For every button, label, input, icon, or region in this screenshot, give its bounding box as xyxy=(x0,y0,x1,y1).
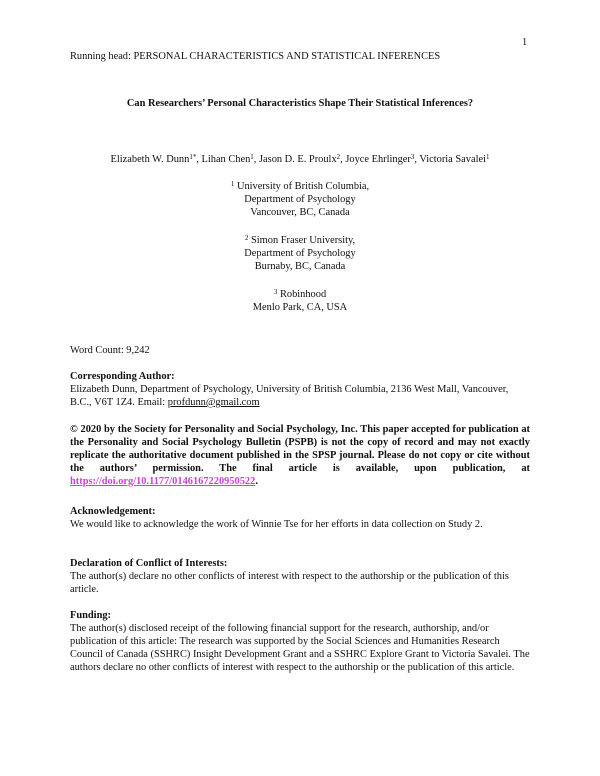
section-body: The author(s) declare no other conflicts of interest with respect to the authorship or the publication of this article. xyxy=(70,571,509,595)
paper-title: Can Researchers’ Personal Characteristics Shape Their Statistical Inferences? xyxy=(126,98,474,109)
conflict-section xyxy=(70,557,530,596)
section-heading: Acknowledgement: xyxy=(70,506,156,517)
acknowledgement-section xyxy=(70,505,530,531)
corresponding-author: Corresponding Author: Elizabeth Dunn, Department of Psychology, University of British Columbia, 2136 West Mall, Vancouver, B.C., V6T 1Z4. Email: profdunn@gmail.com xyxy=(70,370,530,409)
copyright-notice: © 2020 by the Society for Personality and Social Psychology, Inc. This paper accepted for publication at the Personality and Social Psychology Bulletin (PSPB) is not the copy of record and may not exactly replicate the authoritative document published in the SPSP journal. Please do not copy or cite without the authors’ permission. The final article is available, upon publication, at https://doi.org/10.1177/0146167220950522. xyxy=(70,424,530,487)
page-number: 1 xyxy=(522,37,528,48)
section-heading: Declaration of Conflict of Interests: xyxy=(70,558,228,569)
running-head: Running head: PERSONAL CHARACTERISTICS AND STATISTICAL INFERENCES xyxy=(70,51,441,62)
funding-section xyxy=(70,609,530,674)
doi-link[interactable]: https://doi.org/10.1177/0146167220950522 xyxy=(70,476,256,487)
section-heading: Corresponding Author: xyxy=(70,371,175,382)
email-link[interactable]: profdunn@gmail.com xyxy=(167,397,260,408)
section-heading: Funding: xyxy=(70,610,112,621)
affiliation-1: $^1$ University of British Columbia, Department of Psychology Vancouver, BC, Canada xyxy=(230,180,370,218)
author-list xyxy=(0,153,600,166)
affiliation-3: $^3$ Robinhood Menlo Park, CA, USA xyxy=(252,288,348,313)
author: Lihan Chen$^1$, xyxy=(201,153,259,165)
affiliation-2: $^2$ Simon Fraser University, Department of Psychology Burnaby, BC, Canada xyxy=(244,234,356,272)
author: Joyce Ehrlinger$^3$, xyxy=(345,153,420,165)
author: Victoria Savalei$^1$ xyxy=(419,153,490,165)
author: Elizabeth W. Dunn$^{1*}$, xyxy=(110,153,202,165)
word-count: Word Count: 9,242 xyxy=(70,345,150,356)
section-body: The author(s) disclosed receipt of the following financial support for the research, authorship, and/or publication of this article: The research was supported by the Social Sciences and Humanities Research Council of Canada (SSHRC) Insight Development Grant and a SSHRC Explore Grant to Victoria Savalei. The authors declare no other conflicts of interest with respect to the authorship or the publication of this article. xyxy=(70,623,530,673)
author: Jason D. E. Proulx$^2$, xyxy=(259,153,346,165)
section-body: We would like to acknowledge the work of Winnie Tse for her efforts in data collection on Study 2. xyxy=(70,519,483,530)
